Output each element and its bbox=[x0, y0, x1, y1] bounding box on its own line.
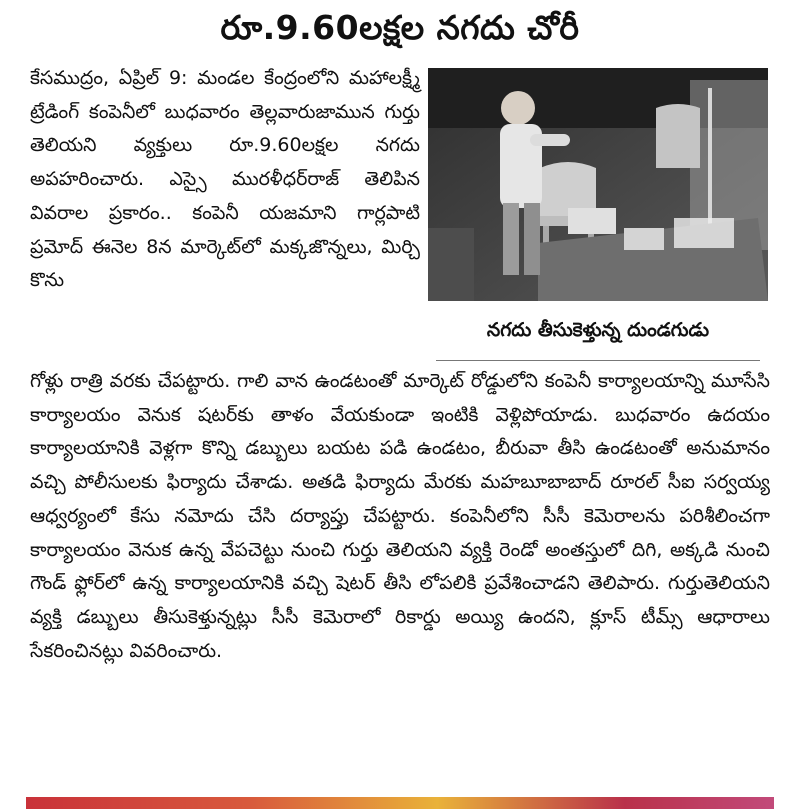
headline: రూ.9.60లక్షల నగదు చోరీ bbox=[220, 8, 580, 47]
paragraph-top: కేసముద్రం, ఏప్రిల్ 9: మండల కేంద్రంలోని మహాలక్ష్మీ ట్రేడింగ్ కంపెనీలో బుధవారం తెల్లవారుజామున గుర్తు తెలియని వ్యక్తులు రూ.9.60లక్షల నగదు అపహరించారు. ఎస్సై మురళీధర్‌రాజ్ తెలిపిన వివరాల ప్రకారం.. కంపెనీ యజమాని గార్లపాటి ప్రమోద్ ఈనెల 8న మార్కెట్‌లో మక్కజొన్నలు, మిర్చి కొను bbox=[30, 67, 420, 292]
photo-caption: నగదు తీసుకెళ్తున్న దుండగుడు bbox=[486, 319, 710, 341]
cctv-photo-image bbox=[428, 68, 768, 301]
article-body-top bbox=[30, 62, 420, 298]
paragraph-bottom: గోళ్లు రాత్రి వరకు చేపట్టారు. గాలి వాన ఉండటంతో మార్కెట్ రోడ్డులోని కంపెనీ కార్యాలయాన్ని మూసేసి కార్యాలయం వెనుక షటర్‌కు తాళం వేయకుండా ఇంటికి వెళ్లిపోయాడు. బుధవారం ఉదయం కార్యాలయానికి వెళ్లగా కొన్ని డబ్బులు బయట పడి ఉండటం, బీరువా తీసి ఉండటంతో అనుమానం వచ్చి పోలీసులకు ఫిర్యాదు చేశాడు. అతడి ఫిర్యాదు మేరకు మహబూబాబాద్ రూరల్ సీఐ సర్వయ్య ఆధ్వర్యంలో కేసు నమోదు చేసి దర్యాప్తు చేపట్టారు. కంపెనీలోని సీసీ కెమెరాలను పరిశీలించగా కార్యాలయం వెనుక ఉన్న వేపచెట్టు నుంచి గుర్తు తెలియని వ్యక్తి రెండో అంతస్తులో దిగి, అక్కడి నుంచి గౌండ్ ఫ్లోర్‌లో ఉన్న కార్యాలయానికి వచ్చి షెటర్ తీసి లోపలికి ప్రవేశించాడని తెలిపారు. గుర్తుతెలియని వ్యక్తి డబ్బులు తీసుకెళ్తున్నట్లు సీసీ కెమెరాలో రికార్డు అయ్యి ఉందని, క్లూస్ టీమ్స్ ఆధారాలు సేకరించినట్లు వివరించారు. bbox=[30, 370, 770, 662]
article-body-bottom bbox=[30, 365, 770, 668]
cctv-photo bbox=[428, 68, 768, 301]
caption-divider bbox=[436, 360, 760, 361]
advertisement-strip bbox=[26, 797, 774, 809]
